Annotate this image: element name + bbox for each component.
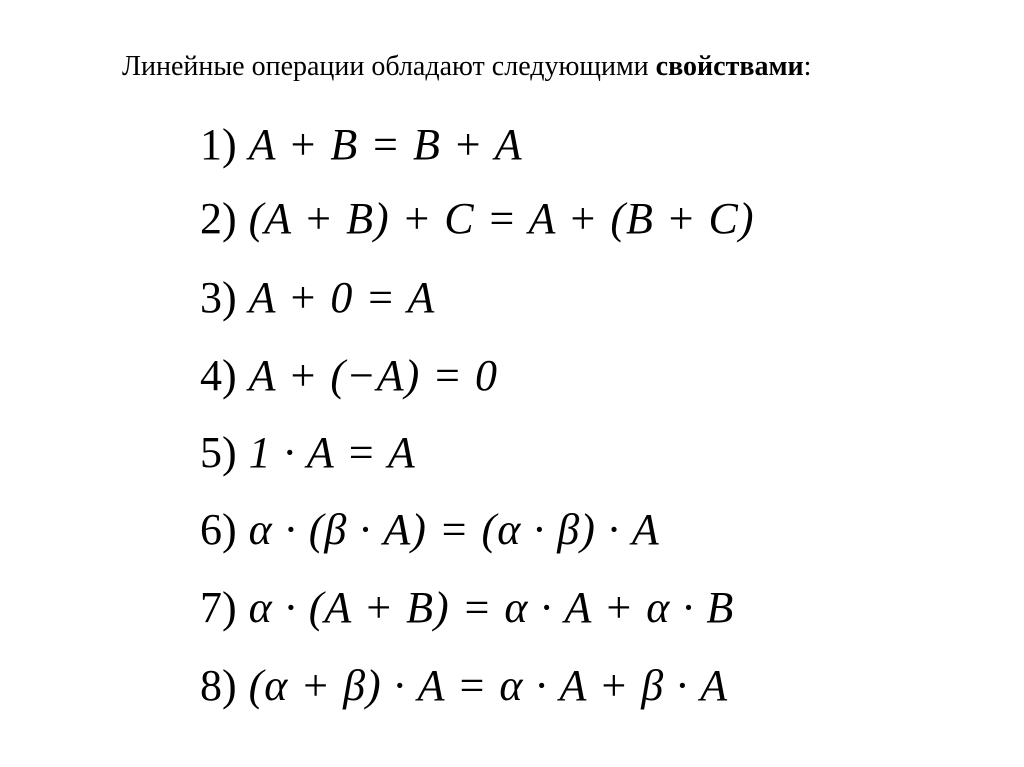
property-3 <box>200 271 435 325</box>
property-number: 6) <box>200 505 237 554</box>
property-number: 4) <box>200 351 237 400</box>
property-formula: A + B = B + A <box>248 120 523 169</box>
property-formula: α · (A + B) = α · A + α · B <box>248 583 735 632</box>
property-formula: A + (−A) = 0 <box>248 351 498 400</box>
heading-bold-word: свойствами <box>655 51 804 82</box>
property-formula: (A + B) + C = A + (B + C) <box>248 194 755 243</box>
property-5 <box>200 426 416 480</box>
heading-text: Линейные операции обладают следующими <box>122 51 656 82</box>
property-number: 1) <box>200 120 237 169</box>
property-formula: 1 · A = A <box>248 428 416 477</box>
property-1 <box>200 118 523 172</box>
property-7 <box>200 581 734 635</box>
heading-colon: : <box>803 51 812 82</box>
property-number: 5) <box>200 428 237 477</box>
property-4 <box>200 349 498 403</box>
property-formula: (α + β) · A = α · A + β · A <box>248 661 729 710</box>
property-number: 2) <box>200 194 237 243</box>
property-number: 3) <box>200 273 237 322</box>
property-2 <box>200 192 755 246</box>
properties-list <box>200 0 820 767</box>
property-6 <box>200 503 660 557</box>
property-formula: α · (β · A) = (α · β) · A <box>248 505 660 554</box>
property-number: 7) <box>200 583 237 632</box>
property-8 <box>200 659 728 713</box>
property-formula: A + 0 = A <box>248 273 436 322</box>
property-number: 8) <box>200 661 237 710</box>
